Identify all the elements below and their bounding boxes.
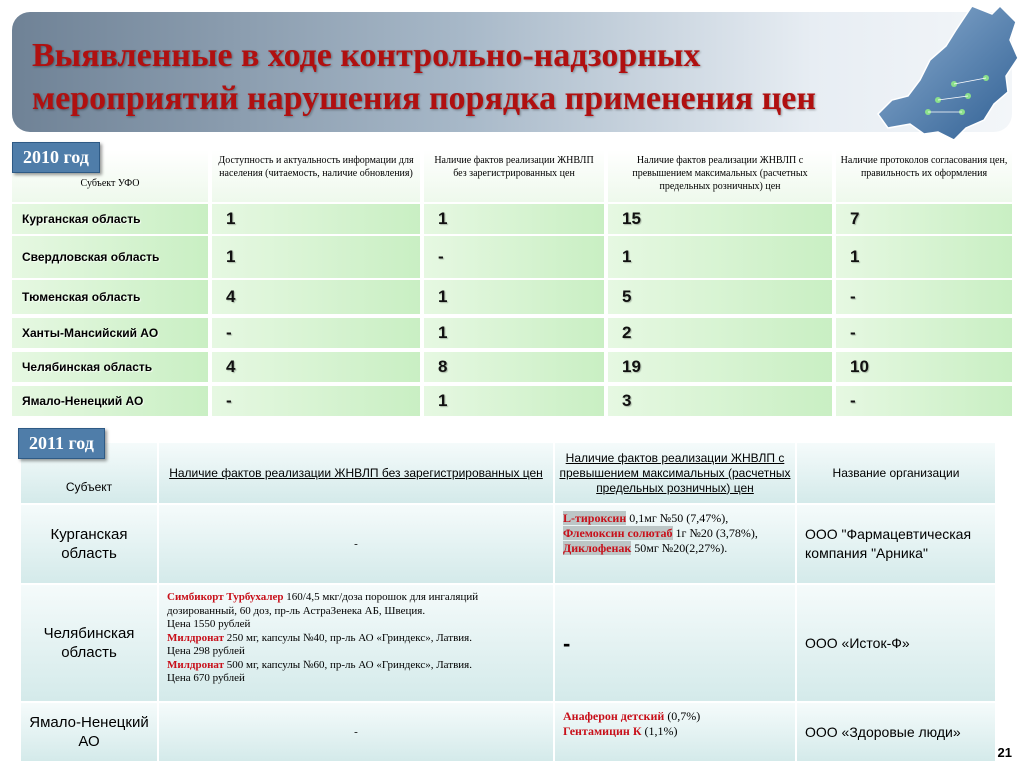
yamal-unregistered [158,702,554,762]
drug-detail: 1г №20 (3,78%), [672,526,758,540]
value-cell: 7 [836,204,1012,234]
header-org-2011: Название организации [796,442,996,504]
value-cell: 4 [212,280,420,314]
drug-detail: 0,1мг №50 (7,47%), [626,511,729,525]
drug-detail: 500 мг, капсулы №60, пр-ль АО «Гриндекс», Латвия. [224,658,472,671]
subject-chelyabinsk-2010: Челябинская область [12,352,208,382]
value-cell: 3 [608,386,832,416]
yamal-org: ООО «Здоровые люди» [796,702,996,762]
value-cell: 8 [424,352,604,382]
value-cell: 1 [608,236,832,278]
drug-detail: 160/4,5 мкг/доза порошок для ингаляций дозированный, 60 доз, пр-ль АстраЗенека АБ, Швеция. [167,591,479,617]
value-cell: 5 [608,280,832,314]
value-cell: 1 [424,318,604,348]
subject-khmao-2010: Ханты-Мансийский АО [12,318,208,348]
drug-name: Милдронат [167,658,225,671]
drug-name: Флемоксин солютаб [563,526,673,540]
table-2011 [20,442,996,762]
chelyabinsk-org: ООО «Исток-Ф» [796,584,996,702]
price-line: Цена 298 рублей [167,645,245,657]
drug-name: Милдронат [167,631,225,644]
header-unregistered-text: Наличие фактов реализации ЖНВЛП без зарегистрированных цен [169,465,543,480]
price-line: Цена 670 рублей [167,672,245,684]
drug-detail: (1,1%) [641,724,678,738]
subject-tyumen-2010: Тюменская область [12,280,208,314]
year-badge-2010: 2010 год [12,142,100,173]
header-subject: Субъект УФО [12,150,208,202]
header-subject-2011: Субъект [20,442,158,504]
value-cell: 10 [836,352,1012,382]
subject-yanao-2011: Ямало-Ненецкий АО [20,702,158,762]
year-badge-2011: 2011 год [18,428,105,459]
ural-region-map-icon [868,0,1024,150]
value-cell: 2 [608,318,832,348]
value-cell: 1 [836,236,1012,278]
value-cell: - [836,318,1012,348]
dash-value: - [563,630,571,656]
value-cell: - [424,236,604,278]
header-exceeded-text: Наличие фактов реализации ЖНВЛП с превышением максимальных (расчетных предельных розничных) цен [559,450,791,495]
kurgan-exceeded [554,504,796,584]
page-number: 21 [997,745,1012,760]
drug-detail: (0,7%) [664,709,701,723]
value-cell: 1 [424,386,604,416]
subject-chelyabinsk-2011: Челябинская область [20,584,158,702]
table-2010 [12,150,1012,418]
chelyabinsk-unregistered [158,584,554,702]
drug-name: L-тироксин [563,511,627,525]
drug-detail: 250 мг, капсулы №40, пр-ль АО «Гриндекс», Латвия. [224,631,472,644]
value-cell: 1 [424,204,604,234]
subject-kurgan-2010: Курганская область [12,204,208,234]
header-availability: Доступность и актуальность информации для населения (читаемость, наличие обновления) [212,150,420,202]
dash-value: - [354,725,358,738]
slide-title: Выявленные в ходе контрольно-надзорных мероприятий нарушения порядка применения цен [32,37,816,117]
title-banner [12,12,1012,132]
header-exceeded: Наличие фактов реализации ЖНВЛП с превышением максимальных (расчетных предельных розничных) цен [608,150,832,202]
subject-kurgan-2011: Курганская область [20,504,158,584]
chelyabinsk-exceeded [554,584,796,702]
value-cell: - [212,318,420,348]
drug-detail: 50мг №20(2,27%). [631,541,728,555]
header-unregistered: Наличие фактов реализации ЖНВЛП без зарегистрированных цен [424,150,604,202]
value-cell: 1 [212,236,420,278]
value-cell: 15 [608,204,832,234]
value-cell: - [212,386,420,416]
drug-name: Симбикорт Турбухалер [167,591,284,603]
value-cell: 1 [424,280,604,314]
header-exceeded-2011 [554,442,796,504]
drug-name: Анаферон детский [563,709,665,723]
drug-name: Гентамицин К [563,724,642,738]
value-cell: - [836,280,1012,314]
subject-yanao-2010: Ямало-Ненецкий АО [12,386,208,416]
value-cell: 19 [608,352,832,382]
subject-sverdlovsk-2010: Свердловская область [12,236,208,278]
kurgan-org: ООО "Фармацевтическая компания "Арника" [796,504,996,584]
yamal-exceeded [554,702,796,762]
kurgan-unregistered [158,504,554,584]
price-line: Цена 1550 рублей [167,618,251,630]
value-cell: 4 [212,352,420,382]
drug-name: Диклофенак [563,541,632,555]
header-protocols: Наличие протоколов согласования цен, правильность их оформления [836,150,1012,202]
dash-value: - [354,537,358,550]
value-cell: - [836,386,1012,416]
header-unregistered-2011 [158,442,554,504]
value-cell: 1 [212,204,420,234]
